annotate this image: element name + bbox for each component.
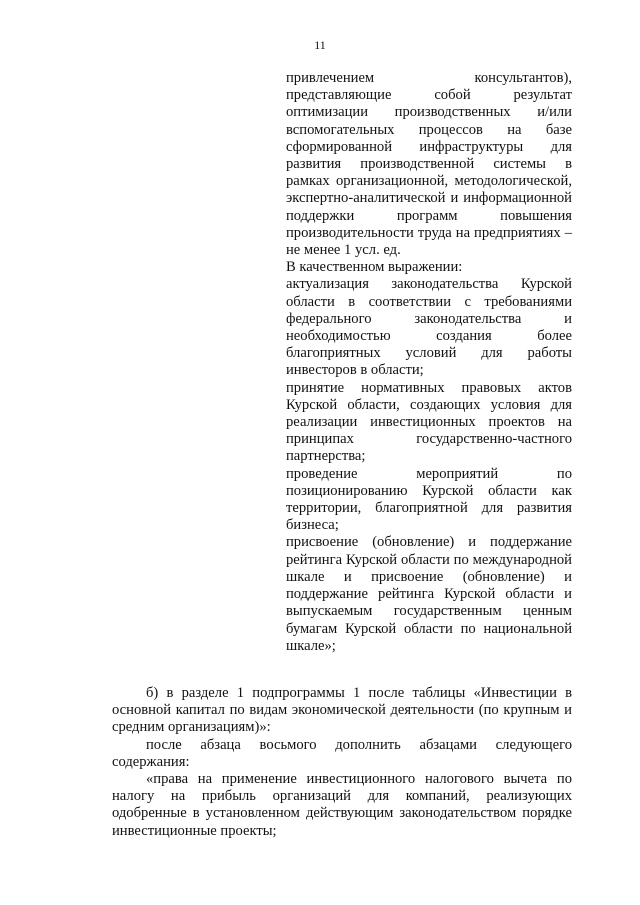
main-paragraph: б) в разделе 1 подпрограммы 1 после таблицы «Инвестиции в основной капитал по видам экономической деятельности (по крупным и средним организациям)»: [112, 685, 572, 736]
column-paragraph: В качественном выражении: [286, 259, 463, 276]
main-paragraph: «права на применение инвестиционного налогового вычета по налогу на прибыль организаций для компаний, реализующих одобренные в установленном действующим законодательством порядке инвестиционные проекты; [112, 771, 572, 839]
column-paragraph: привлечением консультантов), представляющие собой результат оптимизации производственных и/или вспомогательных процессов на базе сформированной инфраструктуры для развития производственной системы в рамках организационной, методологической, экспертно-аналитической и информационной поддержки программ повышения производительности труда на предприятиях – не менее 1 усл. ед. [286, 70, 572, 259]
column-paragraph: проведение мероприятий по позиционированию Курской области как территории, благоприятной для развития бизнеса; [286, 465, 572, 534]
column-paragraph: актуализация законодательства Курской области в соответствии с требованиями федерального законодательства и необходимостью создания более благоприятных условий для работы инвесторов в области; [286, 276, 572, 379]
right-column-block [286, 70, 572, 655]
main-text-block [112, 685, 572, 840]
column-paragraph: присвоение (обновление) и поддержание рейтинга Курской области по международной шкале и присвоение (обновление) и поддержание рейтинга Курской области и выпускаемым государственным ценным бумагам Курской области по национальной шкале»; [286, 534, 572, 654]
page-number: 11 [314, 38, 326, 52]
main-paragraph: после абзаца восьмого дополнить абзацами следующего содержания: [112, 736, 572, 770]
column-paragraph: принятие нормативных правовых актов Курской области, создающих условия для реализации инвестиционных проектов на принципах государственно-частного партнерства; [286, 379, 572, 465]
